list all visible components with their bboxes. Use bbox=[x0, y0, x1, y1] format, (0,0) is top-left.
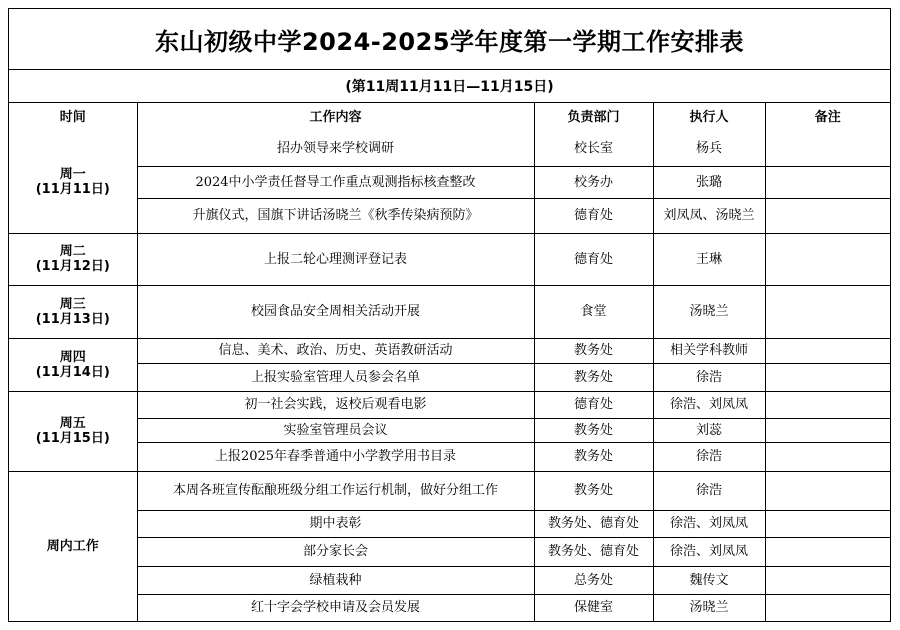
task-note bbox=[765, 363, 890, 391]
task-person: 汤晓兰 bbox=[653, 285, 765, 338]
task-note bbox=[765, 166, 890, 198]
table-row bbox=[9, 594, 890, 621]
table-row bbox=[9, 338, 890, 363]
table-row bbox=[9, 166, 890, 198]
task-dept: 校务办 bbox=[534, 166, 653, 198]
day-cell-friday bbox=[9, 391, 137, 471]
task-content: 实验室管理员会议 bbox=[137, 418, 534, 442]
day-label: 周一 bbox=[59, 167, 86, 183]
task-content: 本周各班宣传酝酿班级分组工作运行机制，做好分组工作 bbox=[137, 471, 534, 510]
task-dept: 教务处 bbox=[534, 442, 653, 471]
table-row bbox=[9, 132, 890, 166]
task-dept: 教务处 bbox=[534, 471, 653, 510]
task-dept: 食堂 bbox=[534, 285, 653, 338]
table-row bbox=[9, 363, 890, 391]
day-date: (11月15日) bbox=[35, 431, 110, 446]
task-content: 上报实验室管理人员参会名单 bbox=[137, 363, 534, 391]
task-content: 初一社会实践，返校后观看电影 bbox=[137, 391, 534, 418]
table-row bbox=[9, 510, 890, 537]
table-row bbox=[9, 442, 890, 471]
table-row bbox=[9, 566, 890, 594]
day-date: (11月12日) bbox=[35, 259, 110, 274]
task-content: 招办领导来学校调研 bbox=[137, 132, 534, 166]
task-note bbox=[765, 566, 890, 594]
task-person: 魏传文 bbox=[653, 566, 765, 594]
header-note: 备注 bbox=[765, 103, 890, 132]
task-dept: 教务处、德育处 bbox=[534, 537, 653, 566]
task-person: 张璐 bbox=[653, 166, 765, 198]
task-note bbox=[765, 418, 890, 442]
table-row bbox=[9, 391, 890, 418]
day-label: 周三 bbox=[59, 296, 86, 312]
task-content: 2024中小学责任督导工作重点观测指标核查整改 bbox=[137, 166, 534, 198]
task-dept: 教务处 bbox=[534, 338, 653, 363]
table-row bbox=[9, 418, 890, 442]
task-content: 红十字会学校申请及会员发展 bbox=[137, 594, 534, 621]
day-cell-tuesday bbox=[9, 233, 137, 285]
task-person: 汤晓兰 bbox=[653, 594, 765, 621]
day-cell-thursday bbox=[9, 338, 137, 391]
task-dept: 教务处 bbox=[534, 418, 653, 442]
task-content: 上报2025年春季普通中小学教学用书目录 bbox=[137, 442, 534, 471]
day-cell-weekly bbox=[9, 471, 137, 621]
task-person: 相关学科教师 bbox=[653, 338, 765, 363]
task-note bbox=[765, 338, 890, 363]
header-dept: 负责部门 bbox=[534, 103, 653, 132]
task-person: 刘蕊 bbox=[653, 418, 765, 442]
task-dept: 教务处、德育处 bbox=[534, 510, 653, 537]
day-date: (11月13日) bbox=[35, 311, 110, 327]
task-dept: 保健室 bbox=[534, 594, 653, 621]
task-note bbox=[765, 471, 890, 510]
task-content: 期中表彰 bbox=[137, 510, 534, 537]
day-date: (11月11日) bbox=[35, 182, 110, 198]
table-row bbox=[9, 471, 890, 510]
table-row bbox=[9, 233, 890, 285]
day-label: 周二 bbox=[59, 244, 86, 259]
schedule-table bbox=[9, 103, 890, 622]
task-note bbox=[765, 510, 890, 537]
header-person: 执行人 bbox=[653, 103, 765, 132]
task-note bbox=[765, 442, 890, 471]
task-person: 王琳 bbox=[653, 233, 765, 285]
day-label: 周五 bbox=[59, 416, 86, 431]
task-note bbox=[765, 285, 890, 338]
task-content: 校园食品安全周相关活动开展 bbox=[137, 285, 534, 338]
task-content: 部分家长会 bbox=[137, 537, 534, 566]
task-dept: 德育处 bbox=[534, 198, 653, 233]
day-label: 周四 bbox=[59, 349, 86, 365]
task-dept: 校长室 bbox=[534, 132, 653, 166]
week-subtitle: (第11周11月11日—11月15日) bbox=[9, 70, 890, 103]
day-cell-monday bbox=[9, 132, 137, 233]
header-time: 时间 bbox=[9, 103, 137, 132]
task-dept: 总务处 bbox=[534, 566, 653, 594]
task-person: 徐浩 bbox=[653, 363, 765, 391]
task-content: 升旗仪式，国旗下讲话汤晓兰《秋季传染病预防》 bbox=[137, 198, 534, 233]
header-row bbox=[9, 103, 890, 132]
task-person: 徐浩、刘凤凤 bbox=[653, 391, 765, 418]
header-content: 工作内容 bbox=[137, 103, 534, 132]
task-note bbox=[765, 594, 890, 621]
task-person: 杨兵 bbox=[653, 132, 765, 166]
task-note bbox=[765, 132, 890, 166]
task-note bbox=[765, 537, 890, 566]
task-person: 徐浩 bbox=[653, 471, 765, 510]
task-note bbox=[765, 391, 890, 418]
table-row bbox=[9, 198, 890, 233]
page-title: 东山初级中学2024-2025学年度第一学期工作安排表 bbox=[9, 9, 890, 70]
day-date: (11月14日) bbox=[35, 364, 110, 380]
table-row bbox=[9, 537, 890, 566]
task-content: 绿植栽种 bbox=[137, 566, 534, 594]
task-person: 徐浩、刘凤凤 bbox=[653, 537, 765, 566]
task-note bbox=[765, 233, 890, 285]
task-note bbox=[765, 198, 890, 233]
task-person: 徐浩、刘凤凤 bbox=[653, 510, 765, 537]
task-dept: 德育处 bbox=[534, 391, 653, 418]
task-content: 信息、美术、政治、历史、英语教研活动 bbox=[137, 338, 534, 363]
table-row bbox=[9, 285, 890, 338]
task-dept: 教务处 bbox=[534, 363, 653, 391]
schedule-sheet bbox=[8, 8, 891, 622]
day-cell-wednesday bbox=[9, 285, 137, 338]
day-label: 周内工作 bbox=[46, 538, 99, 554]
task-content: 上报二轮心理测评登记表 bbox=[137, 233, 534, 285]
task-dept: 德育处 bbox=[534, 233, 653, 285]
task-person: 刘凤凤、汤晓兰 bbox=[653, 198, 765, 233]
task-person: 徐浩 bbox=[653, 442, 765, 471]
